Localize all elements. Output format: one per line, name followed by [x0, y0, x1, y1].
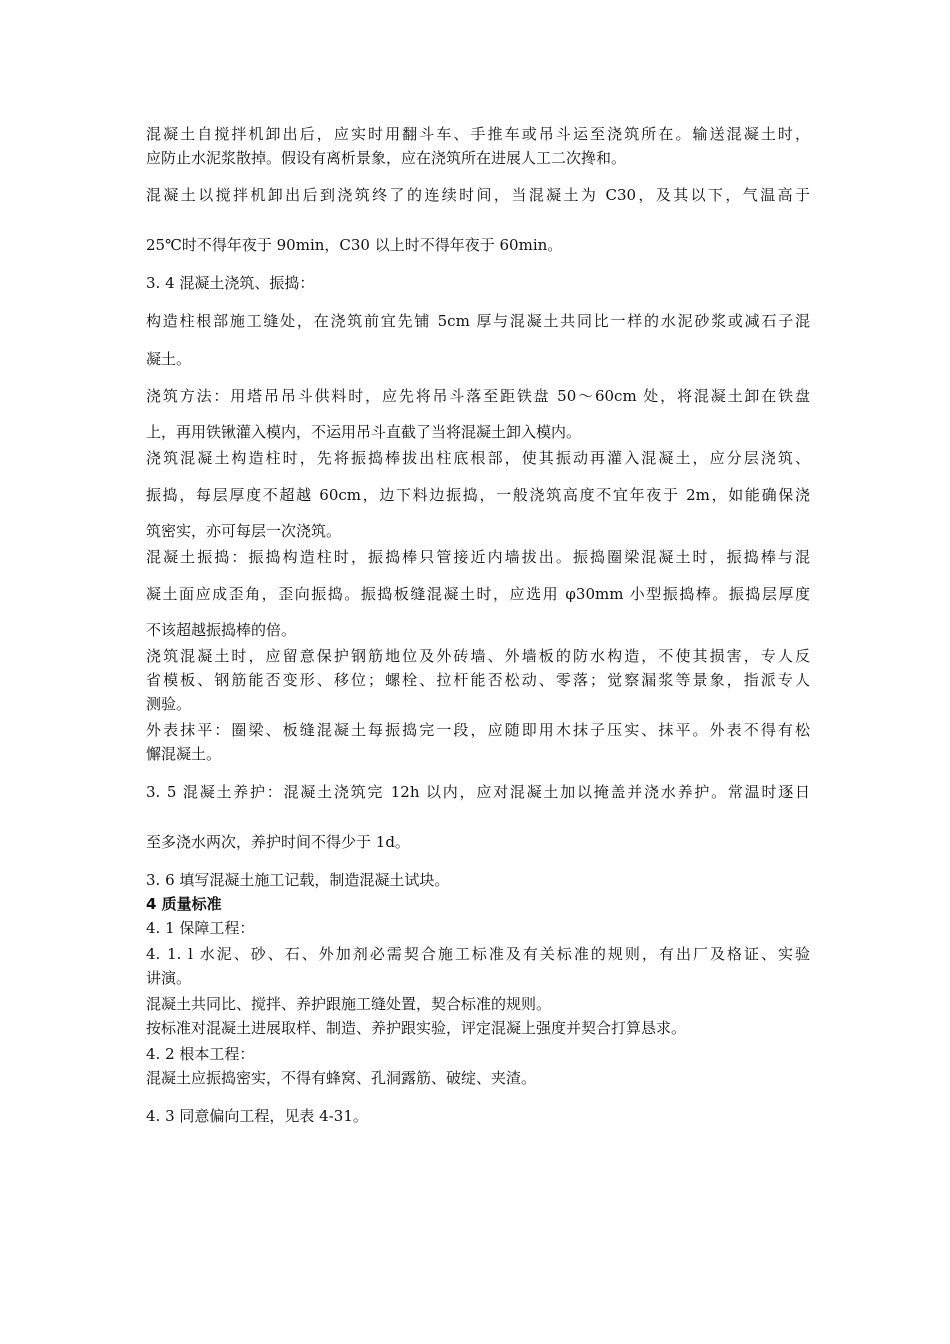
paragraph-line: 不该超越振捣棒的倍。: [146, 621, 297, 639]
paragraph-line: 懈混凝土。: [146, 745, 222, 763]
section-heading: 4. 2 根本工程：: [146, 1045, 255, 1063]
paragraph-line: 4. 1. l 水泥、砂、石、外加剂必需契合施工标准及有关标准的规则，有出厂及格证、实验: [146, 945, 810, 963]
paragraph-line: 混凝土自搅拌机卸出后，应实时用翻斗车、手推车或吊斗运至浇筑所在。输送混凝土时，: [146, 125, 810, 143]
paragraph-line: 筑密实，亦可每层一次浇筑。: [146, 522, 342, 540]
paragraph-line: 凝土面应成歪角，歪向振捣。振捣板缝混凝土时，应选用 φ30mm 小型振捣棒。振捣层厚度: [146, 585, 810, 603]
paragraph-line: 外表抹平：圈梁、板缝混凝土每振捣完一段，应随即用木抹子压实、抹平。外表不得有松: [146, 721, 810, 739]
paragraph-line: 测验。: [146, 695, 192, 713]
paragraph-line: 至多浇水两次，养护时间不得少于 1d。: [146, 833, 410, 851]
section-heading: 4 质量标准: [146, 895, 222, 913]
paragraph-line: 3. 5 混凝土养护：混凝土浇筑完 12h 以内，应对混凝土加以掩盖并浇水养护。常温时逐日: [146, 783, 810, 801]
paragraph-line: 混凝土以搅拌机卸出后到浇筑终了的连续时间，当混凝土为 C30，及其以下，气温高于: [146, 186, 810, 204]
paragraph-line: 混凝土共同比、搅拌、养护跟施工缝处置，契合标准的规则。: [146, 995, 552, 1013]
paragraph-line: 25℃时不得年夜于 90min，C30 以上时不得年夜于 60min。: [146, 236, 563, 254]
paragraph-line: 构造柱根部施工缝处，在浇筑前宜先铺 5cm 厚与混凝土共同比一样的水泥砂浆或减石子混: [146, 312, 810, 330]
section-heading: 4. 1 保障工程：: [146, 919, 255, 937]
paragraph-line: 混凝土振捣：振捣构造柱时，振捣棒只管接近内墙拔出。振捣圈梁混凝土时，振捣棒与混: [146, 548, 810, 566]
paragraph-line: 振捣，每层厚度不超越 60cm，边下料边振捣，一般浇筑高度不宜年夜于 2m，如能确保浇: [146, 486, 810, 504]
paragraph-line: 按标准对混凝土进展取样、制造、养护跟实验，评定混凝上强度并契合打算恳求。: [146, 1019, 687, 1037]
paragraph-line: 省模板、钢筋能否变形、移位；螺栓、拉杆能否松动、零落；觉察漏浆等景象，指派专人: [146, 671, 810, 689]
paragraph-line: 3. 6 填写混凝土施工记载，制造混凝土试块。: [146, 871, 450, 889]
section-heading: 3. 4 混凝土浇筑、振捣：: [146, 274, 315, 292]
paragraph-line: 上，再用铁锹灌入模内，不运用吊斗直截了当将混凝土卸入模内。: [146, 423, 582, 441]
paragraph-line: 凝土。: [146, 350, 192, 368]
paragraph-line: 应防止水泥浆散掉。假设有离析景象，应在浇筑所在进展人工二次搀和。: [146, 149, 627, 167]
paragraph-line: 浇筑混凝土构造柱时，先将振捣棒拔出柱底根部，使其振动再灌入混凝土，应分层浇筑、: [146, 449, 810, 467]
paragraph-line: 讲演。: [146, 969, 192, 987]
paragraph-line: 浇筑方法：用塔吊吊斗供料时，应先将吊斗落至距铁盘 50～60cm 处，将混凝土卸在铁盘: [146, 387, 810, 405]
paragraph-line: 混凝土应振捣密实，不得有蜂窝、孔洞露筋、破绽、夹渣。: [146, 1069, 537, 1087]
paragraph-line: 浇筑混凝土时，应留意保护钢筋地位及外砖墙、外墙板的防水构造，不使其损害，专人反: [146, 647, 810, 665]
paragraph-line: 4. 3 同意偏向工程，见表 4-31。: [146, 1107, 368, 1125]
